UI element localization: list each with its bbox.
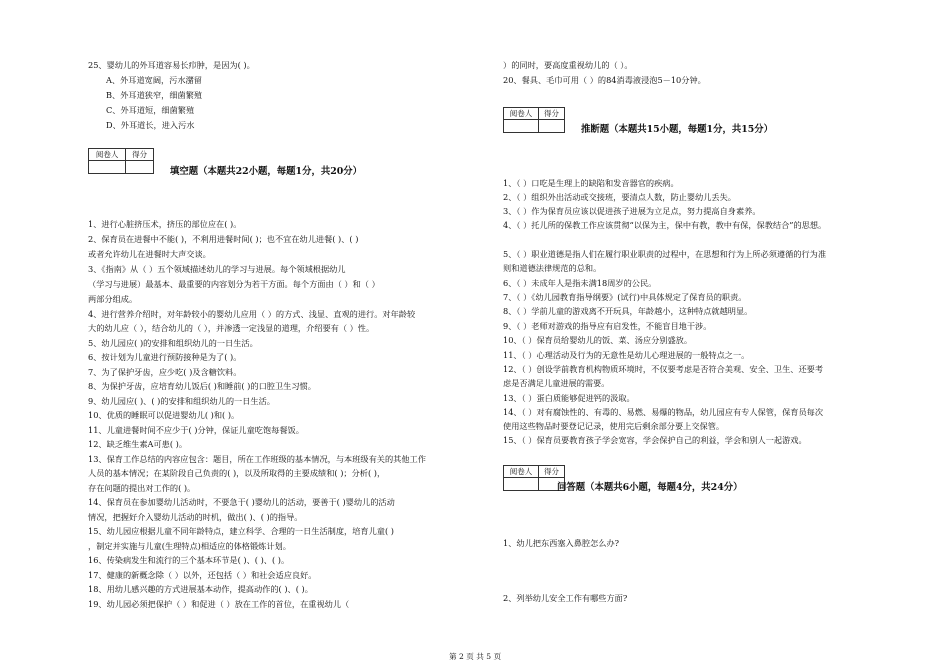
fill-line: 8、为保护牙齿，应培育幼儿饭后( )和睡前( )的口腔卫生习惯。 bbox=[88, 381, 316, 391]
fill-line: 3、《指南》从（ ）五个领域描述幼儿的学习与进展。每个领域根据幼儿 bbox=[88, 264, 346, 274]
fill-line: 18、用幼儿感兴趣的方式进展基本动作，提高动作的( )、( )。 bbox=[88, 584, 313, 594]
fill-line: 19、幼儿园必须把保护（ ）和促进（ ）放在工作的首位，在重视幼儿（ bbox=[88, 599, 350, 609]
fill-line: 16、传染病发生和流行的三个基本环节是( )、( )、( )。 bbox=[88, 555, 290, 565]
judge-line: 1、（ ）口吃是生理上的缺陷和发音器官的疾病。 bbox=[503, 178, 679, 188]
judge-line: 12、（ ）创设学前教育机构物质环境时，不仅要考虑是否符合美观、安全、卫生、还要考 bbox=[503, 364, 824, 374]
score-label: 得分 bbox=[538, 466, 564, 478]
score-label: 得分 bbox=[126, 149, 154, 161]
score-box-fill bbox=[88, 148, 154, 174]
score-label: 得分 bbox=[538, 108, 564, 120]
judge-line: 9、（ ）老师对游戏的指导应有启发性，不能盲目地干涉。 bbox=[503, 321, 712, 331]
judge-section-title: 推断题（本题共15小题，每题1分，共15分） bbox=[581, 124, 773, 135]
fill-line: 6、按计划为儿童进行预防接种是为了( )。 bbox=[88, 352, 242, 362]
fill-line: 1、进行心脏挤压术，挤压的部位应在( )。 bbox=[88, 219, 242, 229]
judge-line: 13、（ ）蛋白质能够促进钙的汲取。 bbox=[503, 393, 635, 403]
judge-line: 4、（ ）托儿所的保教工作应该贯彻“以保为主，保中有教，教中有保，保教结合”的思想。 bbox=[503, 220, 827, 230]
judge-line: 使用这些物品时要登记记录，使用完后剩余部分要上交保管。 bbox=[503, 421, 725, 431]
judge-line: 3、（ ）作为保育员应该以促进孩子进展为立足点，努力提高自身素养。 bbox=[503, 206, 761, 216]
fill-line: （学习与进展）最基本、最重要的内容划分为若干方面。每个方面由（ ）和（ ） bbox=[88, 279, 380, 289]
question-25-option-c: C、外耳道短，细菌繁殖 bbox=[106, 105, 195, 115]
qa-question-2: 2、列举幼儿安全工作有哪些方面? bbox=[503, 593, 628, 603]
score-cell bbox=[126, 161, 154, 174]
judge-line: 6、（ ）未成年人是指未满18周岁的公民。 bbox=[503, 278, 657, 288]
fill-line-continued: ）的同时，要高度重视幼儿的（ ）。 bbox=[503, 60, 633, 70]
fill-line: 大的幼儿应（ ），结合幼儿的（ ），并渗透一定浅显的道理，介绍要有（ ）性。 bbox=[88, 323, 375, 333]
fill-section-title: 填空题（本题共22小题，每题1分，共20分） bbox=[170, 166, 362, 177]
fill-line: 10、优质的睡眠可以促进婴幼儿( )和( )。 bbox=[88, 410, 240, 420]
reviewer-label: 阅卷人 bbox=[504, 466, 539, 478]
fill-line: 情况，把握好介入婴幼儿活动的时机，做出( )、( )的指导。 bbox=[88, 512, 303, 522]
question-25-option-d: D、外耳道长，进入污水 bbox=[106, 120, 195, 130]
reviewer-label: 阅卷人 bbox=[89, 149, 126, 161]
reviewer-cell bbox=[504, 120, 539, 133]
judge-line: 10、（ ）保育员给婴幼儿的饭、菜、汤应分别盛放。 bbox=[503, 335, 693, 345]
judge-line: 7、（ ）《幼儿园教育指导纲要》(试行)中具体规定了保育员的职责。 bbox=[503, 292, 747, 302]
fill-line: 存在问题的提出对工作的( )。 bbox=[88, 483, 196, 493]
fill-line: 5、幼儿园应( )的安排和组织幼儿的一日生活。 bbox=[88, 338, 258, 348]
judge-line: 15、（ ）保育员要教育孩子学会宽容，学会保护自己的利益，学会和别人一起游戏。 bbox=[503, 435, 807, 445]
qa-section-title: 问答题（本题共6小题，每题4分，共24分） bbox=[557, 482, 743, 493]
reviewer-cell bbox=[89, 161, 126, 174]
fill-line: 7、为了保护牙齿，应少吃( )及含糖饮料。 bbox=[88, 367, 242, 377]
fill-line: 2、保育员在进餐中不能( )，不利用进餐时间( )；也不宜在幼儿进餐( )、( ) bbox=[88, 234, 359, 244]
judge-line: 14、（ ）对有腐蚀性的、有毒的、易燃、易爆的物品，幼儿园应有专人保管，保育员每次 bbox=[503, 407, 824, 417]
judge-line: 则和道德法律规范的总和。 bbox=[503, 263, 602, 273]
judge-line: 11、（ ）心理活动及行为的无意性是幼儿心理进展的一般特点之一。 bbox=[503, 350, 750, 360]
reviewer-label: 阅卷人 bbox=[504, 108, 539, 120]
fill-line: 13、保育工作总结的内容应包含：题目，所在工作班级的基本情况，与本班级有关的其他工作 bbox=[88, 454, 426, 464]
score-box-qa bbox=[503, 465, 565, 491]
reviewer-cell bbox=[504, 478, 539, 491]
judge-line: 2、（ ）组织外出活动或交接班，要清点人数，防止婴幼儿丢失。 bbox=[503, 192, 736, 202]
question-25-option-b: B、外耳道狭窄，细菌繁殖 bbox=[106, 90, 203, 100]
score-box-judge bbox=[503, 107, 565, 133]
fill-line: 人员的基本情况；在某阶段自己负责的( )，以及所取得的主要成绩和( )；分析( )， bbox=[88, 468, 386, 478]
fill-line: 9、幼儿园应( )、( )的安排和组织幼儿的一日生活。 bbox=[88, 396, 275, 406]
question-25-stem: 25、婴幼儿的外耳道容易长疖肿，是因为( )。 bbox=[88, 60, 255, 70]
fill-line: 或者允许幼儿在进餐时大声交谈。 bbox=[88, 249, 211, 259]
qa-question-1: 1、幼儿把东西塞入鼻腔怎么办? bbox=[503, 538, 620, 548]
fill-line: 11、儿童进餐时间不应少于( )分钟，保证儿童吃饱每餐饭。 bbox=[88, 425, 304, 435]
judge-line: 8、（ ）学前儿童的游戏离不开玩具，年龄越小，这种特点就越明显。 bbox=[503, 306, 753, 316]
question-25-option-a: A、外耳道宽阔，污水潴留 bbox=[106, 75, 202, 85]
fill-line: 4、进行营养介绍时，对年龄较小的婴幼儿应用（ ）的方式、浅显、直观的进行。对年龄较 bbox=[88, 309, 416, 319]
fill-line: 17、健康的新概念除（ ）以外，还包括（ ）和社会适应良好。 bbox=[88, 570, 317, 580]
judge-line: 5、（ ）职业道德是指人们在履行职业职责的过程中，在思想和行为上所必须遵循的行为准 bbox=[503, 249, 827, 259]
judge-line: 虑是否满足儿童进展的需要。 bbox=[503, 378, 610, 388]
fill-line: 12、缺乏维生素A可患( )。 bbox=[88, 439, 188, 449]
fill-line: 两部分组成。 bbox=[88, 294, 138, 304]
fill-line-20: 20、餐具、毛巾可用（ ）的84消毒液浸泡5－10分钟。 bbox=[503, 75, 706, 85]
fill-line: 14、保育员在参加婴幼儿活动时，不要急于( )婴幼儿的活动，要善于( )婴幼儿的活动 bbox=[88, 497, 395, 507]
fill-line: ，制定并实施与儿童(生理特点)相适应的体格锻炼计划。 bbox=[88, 541, 291, 551]
score-cell bbox=[538, 120, 564, 133]
fill-line: 15、幼儿园应根据儿童不同年龄特点，建立科学、合理的一日生活制度，培育儿童( ) bbox=[88, 526, 394, 536]
page-footer: 第 2 页 共 5 页 bbox=[448, 652, 502, 661]
